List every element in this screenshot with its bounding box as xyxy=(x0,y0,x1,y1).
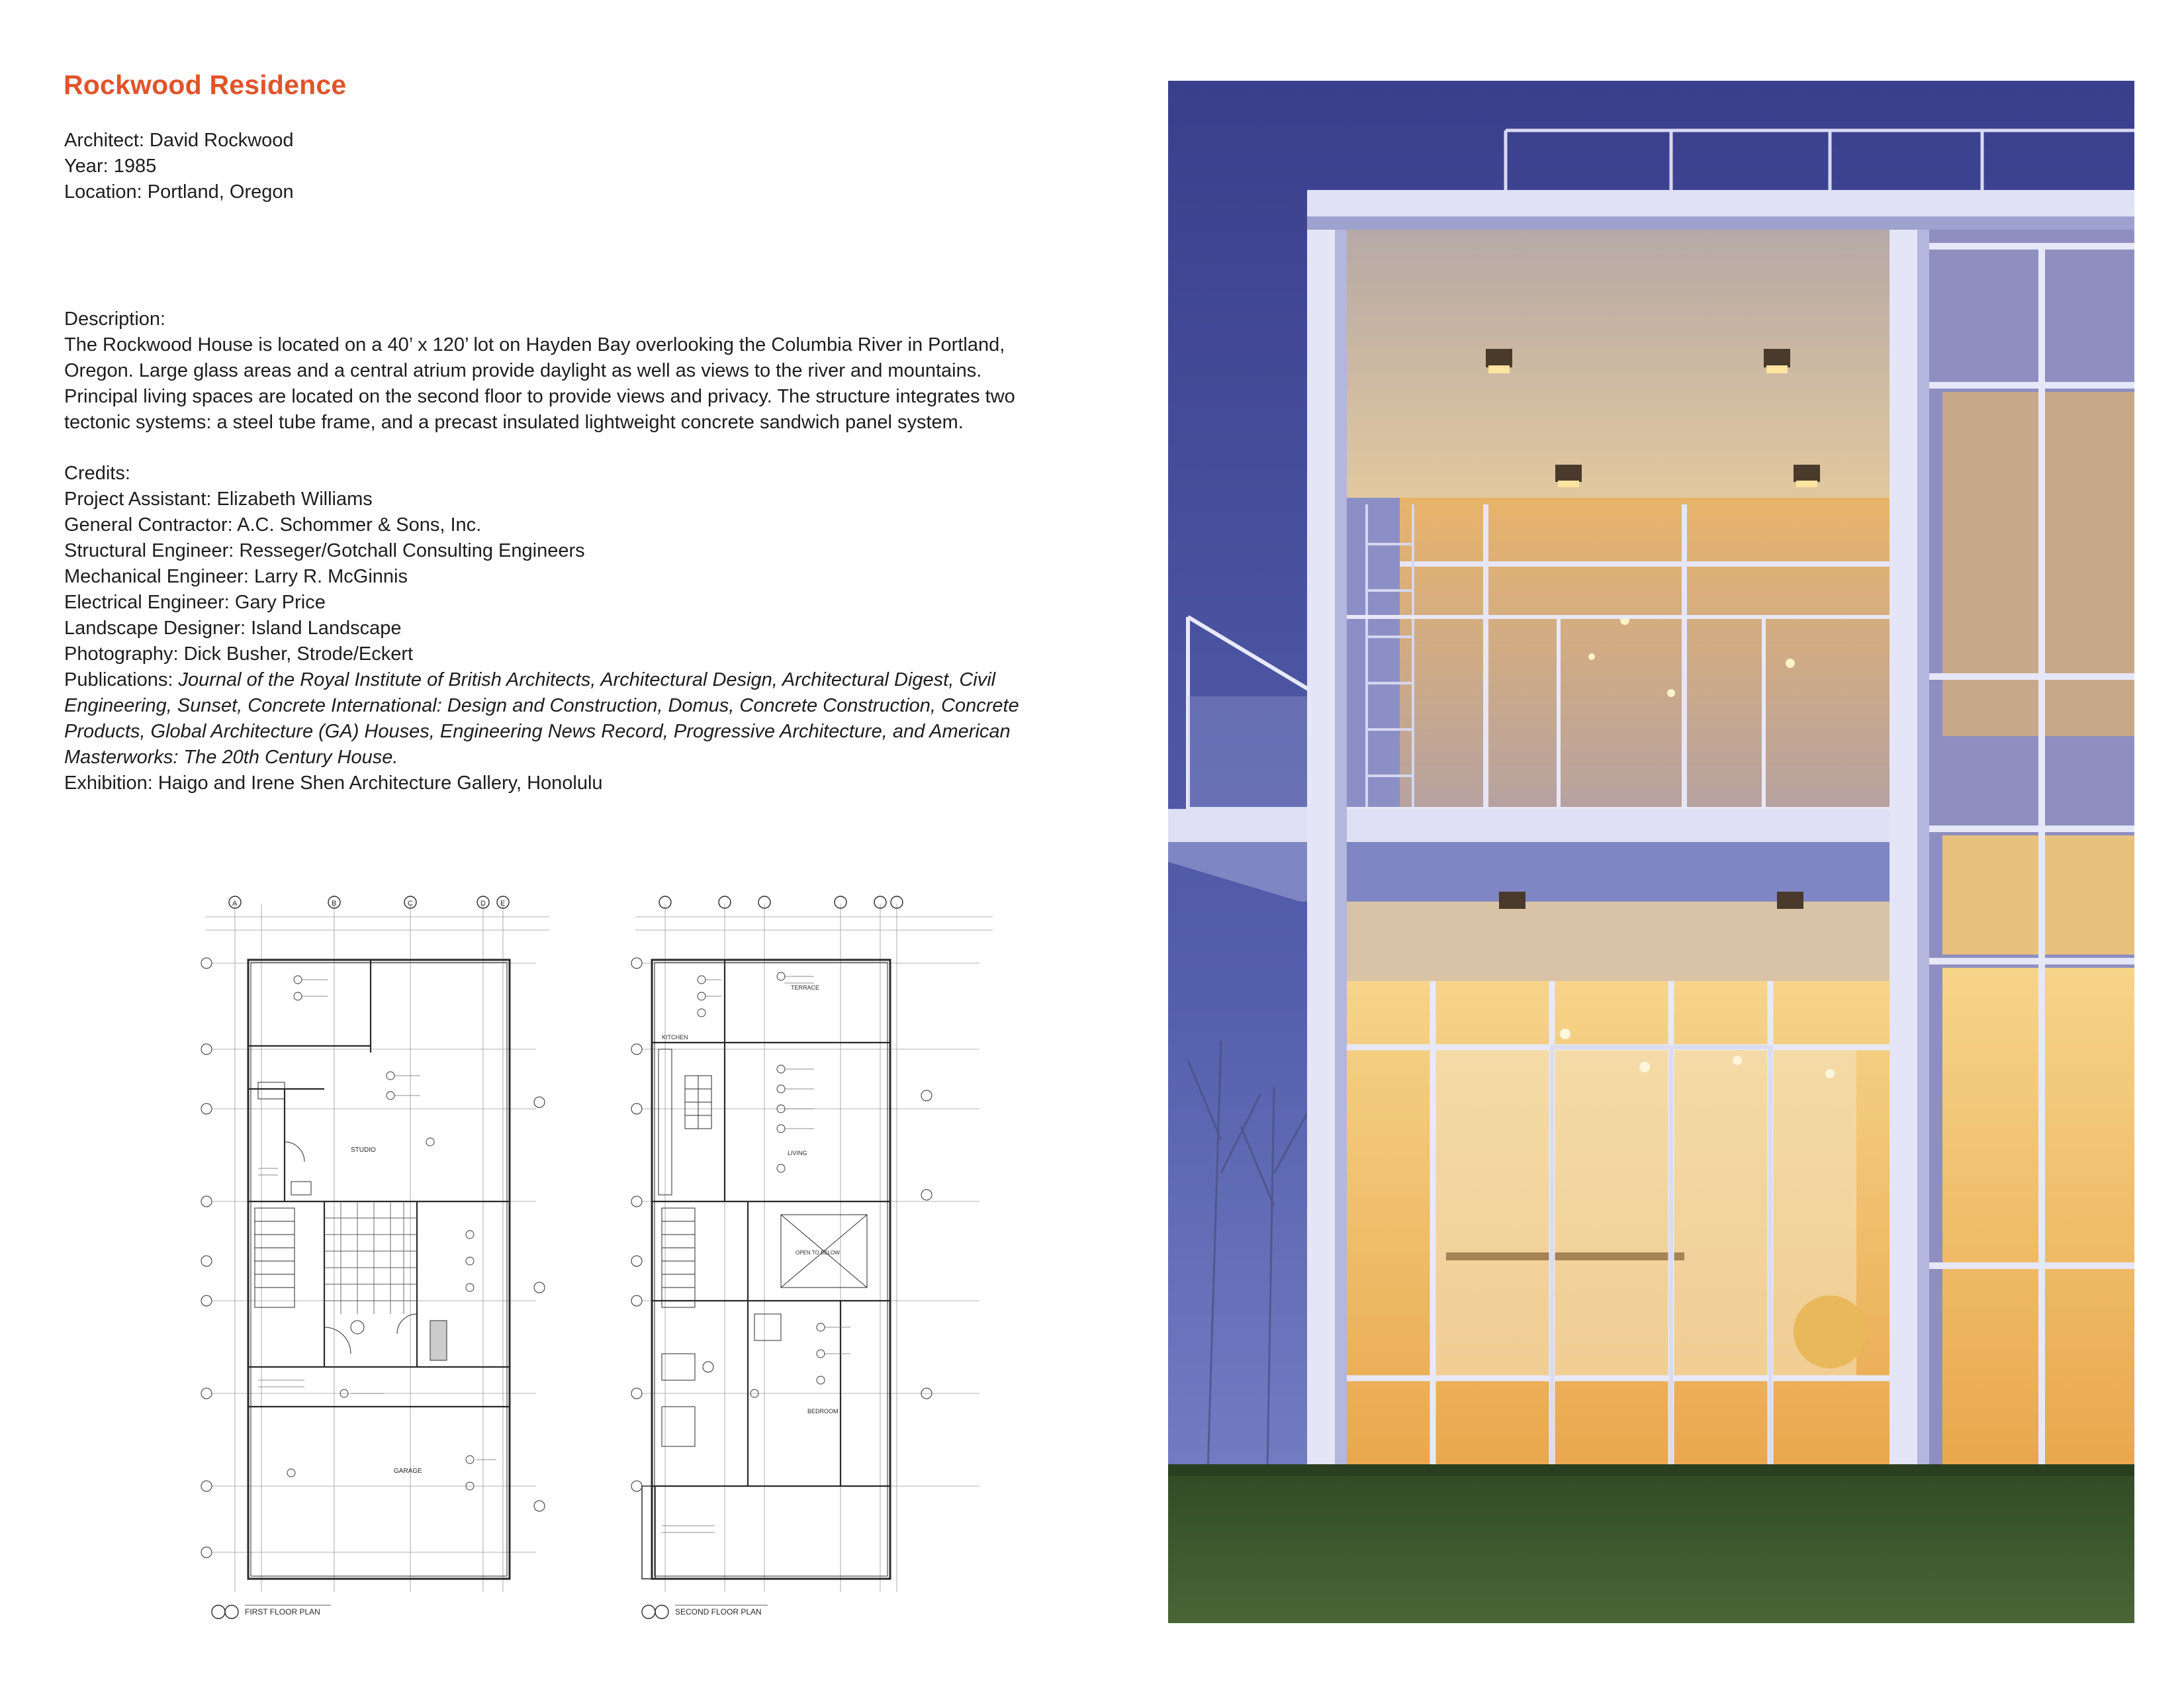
credit-exhibition: Exhibition: Haigo and Irene Shen Architecture Gallery, Honolulu xyxy=(64,773,603,794)
grid-bubble-d: D xyxy=(480,900,486,908)
house-photograph xyxy=(1168,81,2134,1623)
description-heading: Description: xyxy=(64,308,166,330)
year-line: Year: 1985 xyxy=(64,156,157,177)
credit-structural-engineer: Structural Engineer: Resseger/Gotchall Consulting Engineers xyxy=(64,540,585,561)
first-room-garage: GARAGE xyxy=(394,1468,422,1475)
credit-photography: Photography: Dick Busher, Strode/Eckert xyxy=(64,643,414,665)
second-room-bedroom: BEDROOM xyxy=(807,1408,839,1415)
grid-bubble-a: A xyxy=(232,900,238,908)
architect-line: Architect: David Rockwood xyxy=(64,130,294,151)
second-room-living: LIVING xyxy=(788,1150,807,1156)
first-room-studio: STUDIO xyxy=(351,1147,376,1154)
first-floor-label: FIRST FLOOR PLAN xyxy=(245,1607,320,1617)
project-meta xyxy=(64,128,294,205)
credits-section xyxy=(64,461,1044,796)
second-room-terrace: TERRACE xyxy=(791,984,820,991)
second-room-kitchen: KITCHEN xyxy=(662,1034,688,1041)
credit-mechanical-engineer: Mechanical Engineer: Larry R. McGinnis xyxy=(64,566,408,587)
publications-label: Publications: xyxy=(64,669,179,690)
floor-plans-drawing xyxy=(192,890,1003,1622)
location-line: Location: Portland, Oregon xyxy=(64,181,294,203)
credit-electrical-engineer: Electrical Engineer: Gary Price xyxy=(64,592,326,613)
grid-bubble-c: C xyxy=(408,900,413,908)
grid-bubble-e: E xyxy=(500,900,506,908)
second-room-atrium: OPEN TO BELOW xyxy=(796,1250,840,1256)
publications-list: Journal of the Royal Institute of British Architects, Architectural Design, Architectural Digest, Civil Engineering, Sunset, Concrete International: Design and Construction, Domus, Concrete Construction, Concrete Products, Global Architecture (GA) Houses, Engineering News Record, Progressive Architecture, and American Masterworks: The 20th Century House. xyxy=(64,669,1019,768)
credit-publications xyxy=(64,667,1044,771)
page-title: Rockwood Residence xyxy=(64,70,347,100)
credit-general-contractor: General Contractor: A.C. Schommer & Sons, Inc. xyxy=(64,514,482,536)
credits-heading: Credits: xyxy=(64,463,130,484)
description-body: The Rockwood House is located on a 40’ x 120’ lot on Hayden Bay overlooking the Columbia River in Portland, Oregon. Large glass areas and a central atrium provide daylight as well as views to the river and mountains. Principal living spaces are located on the second floor to provide views and privacy. The structure integrates two tectonic systems: a steel tube frame, and a precast insulated lightweight concrete sandwich panel system. xyxy=(64,334,1015,433)
first-floor-plan xyxy=(201,896,549,1618)
grid-bubble-b: B xyxy=(332,900,337,908)
credit-landscape-designer: Landscape Designer: Island Landscape xyxy=(64,618,402,639)
credit-project-assistant: Project Assistant: Elizabeth Williams xyxy=(64,489,373,510)
second-floor-label: SECOND FLOOR PLAN xyxy=(675,1607,762,1617)
second-floor-plan xyxy=(631,896,993,1618)
